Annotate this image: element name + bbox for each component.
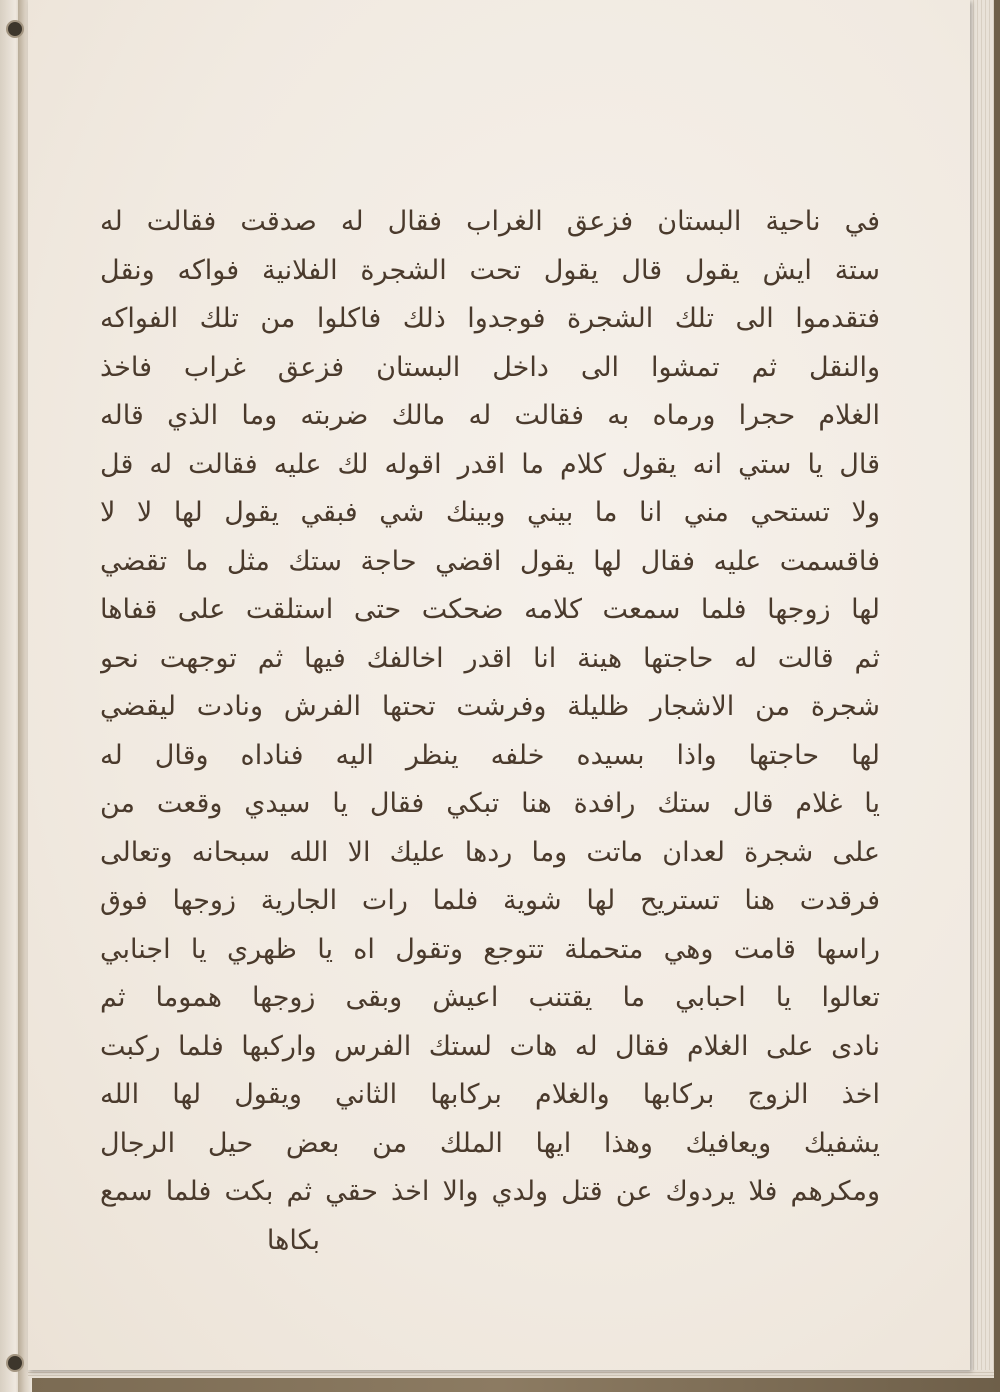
manuscript-line: ستة ايش يقول قال يقول تحت الشجرة الفلانية فواكه ونقل [100, 254, 880, 286]
page-stack-bottom [28, 1370, 994, 1378]
manuscript-line: في ناحية البستان فزعق الغراب فقال له صدقت فقالت له [100, 206, 880, 237]
manuscript-line: يا غلام قال ستك رافدة هنا تبكي فقال يا سيدي وقعت من [100, 788, 880, 819]
manuscript-line: تعالوا يا احبابي ما يقتنب اعيش وبقى زوجها هموما ثم [100, 982, 880, 1013]
manuscript-line: الغلام حجرا ورماه به فقالت له مالك ضربته وما الذي قاله [100, 400, 880, 431]
manuscript-final-line: بكاها [266, 1224, 320, 1256]
manuscript-line: شجرة من الاشجار ظليلة وفرشت تحتها الفرش ونادت ليقضي [100, 691, 880, 722]
manuscript-line: فاقسمت عليه فقال لها يقول اقضي حاجة ستك مثل ما تقضي [100, 545, 880, 577]
manuscript-line: نادى على الغلام فقال له هات لستك الفرس واركبها فلما ركبت [100, 1030, 880, 1062]
manuscript-line: ثم قالت له حاجتها هينة انا اقدر اخالفك فيها ثم توجهت نحو [100, 642, 880, 674]
manuscript-line: اخذ الزوج بركابها والغلام بركابها الثاني ويقول لها الله [100, 1079, 880, 1110]
manuscript-line: يشفيك ويعافيك وهذا ايها الملك من بعض حيل الرجال [100, 1127, 880, 1159]
page-stack-edge [970, 0, 994, 1378]
manuscript-line: راسها قامت وهي متحملة تتوجع وتقول اه يا ظهري يا اجنابي [100, 933, 880, 965]
binding-hole [6, 1354, 24, 1372]
manuscript-line: ولا تستحي مني انا ما بيني وبينك شي فبقي يقول لها لا لا [100, 497, 880, 528]
manuscript-line: فتقدموا الى تلك الشجرة فوجدوا ذلك فاكلوا من تلك الفواكه [100, 303, 880, 334]
manuscript-line: ومكرهم فلا يردوك عن قتل ولدي والا اخذ حقي ثم بكت فلما سمع [100, 1176, 880, 1207]
manuscript-line: فرقدت هنا تستريح لها شوية فلما رات الجارية زوجها فوق [100, 885, 880, 916]
manuscript-line: والنقل ثم تمشوا الى داخل البستان فزعق غراب فاخذ [100, 351, 880, 383]
manuscript-line: لها حاجتها واذا بسيده خلفه ينظر اليه فناداه وقال له [100, 739, 880, 771]
manuscript-line: قال يا ستي انه يقول كلام ما اقدر اقوله لك عليه فقالت له قل [100, 448, 880, 480]
manuscript-line: على شجرة لعدان ماتت وما ردها عليك الا الله سبحانه وتعالى [100, 836, 880, 868]
binding-hole [6, 20, 24, 38]
manuscript-line: لها زوجها فلما سمعت كلامه ضحكت حتى استلقت على قفاها [100, 594, 880, 625]
manuscript-text-block [100, 198, 880, 1265]
